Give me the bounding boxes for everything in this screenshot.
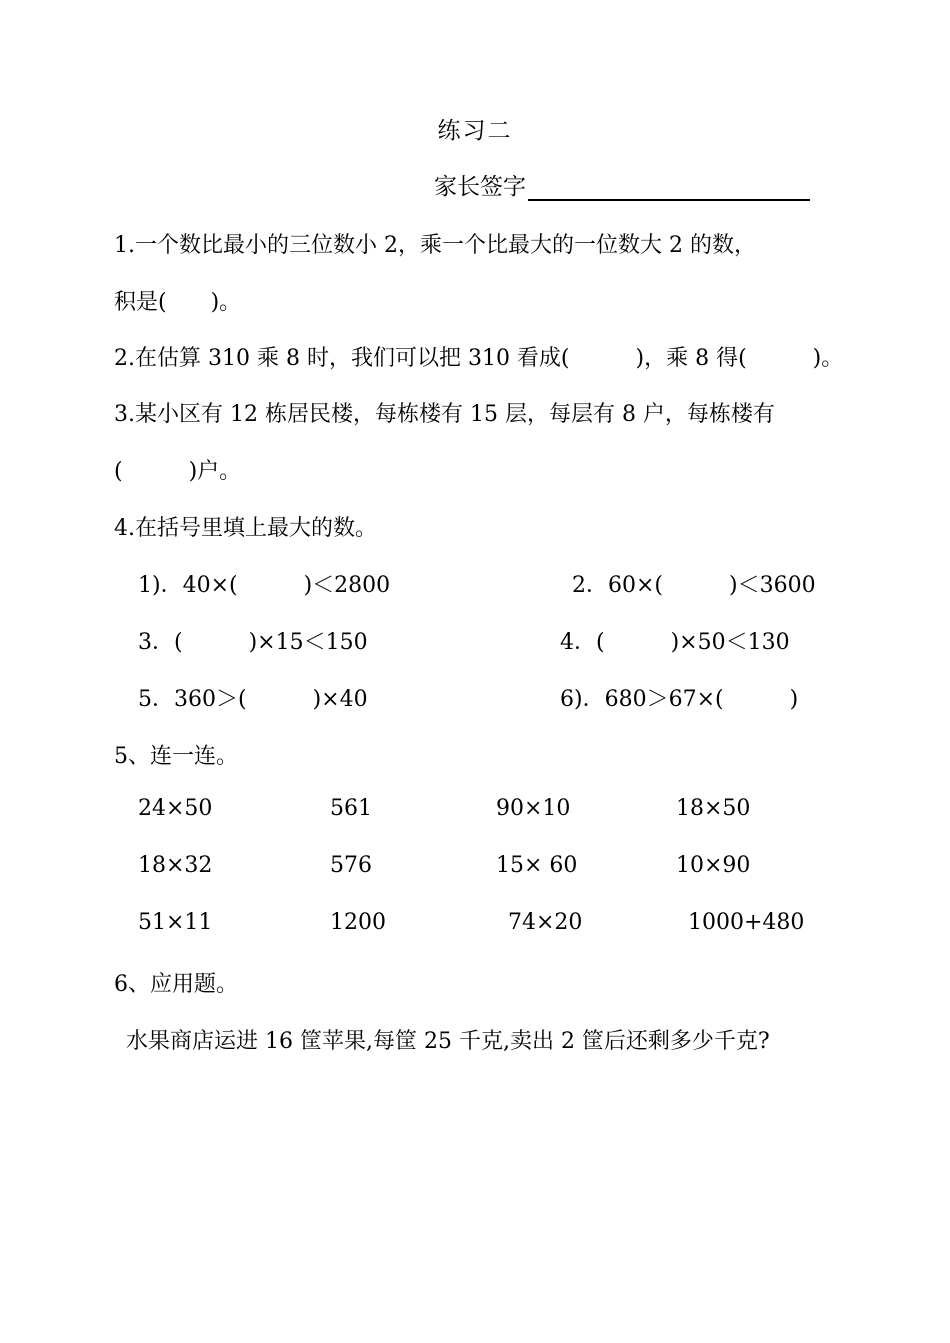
- match-item[interactable]: 90×10: [496, 796, 571, 821]
- signature-blank-line[interactable]: [528, 171, 810, 201]
- match-item[interactable]: 51×11: [138, 910, 213, 935]
- worksheet-title: 练习二: [437, 118, 513, 144]
- question-4-item: 4．( )×50＜130: [560, 630, 790, 655]
- match-item[interactable]: 561: [330, 796, 372, 821]
- question-3-line-2: ( )户。: [114, 459, 242, 484]
- match-item[interactable]: 18×50: [676, 796, 751, 821]
- match-item[interactable]: 1000+480: [688, 910, 805, 935]
- question-4-item: 1)．40×( )＜2800: [138, 573, 391, 598]
- match-item[interactable]: 74×20: [508, 910, 583, 935]
- match-item[interactable]: 576: [330, 853, 372, 878]
- signature-label: 家长签字: [434, 174, 526, 200]
- question-5-heading: 5、连一连。: [114, 744, 238, 769]
- question-4-item: 5．360＞( )×40: [138, 687, 368, 712]
- parent-signature: [434, 168, 810, 201]
- question-4-item: 6)．680＞67×( ): [560, 687, 799, 712]
- question-4-item: 3．( )×15＜150: [138, 630, 368, 655]
- question-1-line-1: 1.一个数比最小的三位数小 2，乘一个比最大的一位数大 2 的数，: [114, 233, 756, 258]
- question-4-heading: 4.在括号里填上最大的数。: [114, 516, 377, 541]
- match-item[interactable]: 18×32: [138, 853, 213, 878]
- question-3-line-1: 3.某小区有 12 栋居民楼，每栋楼有 15 层，每层有 8 户，每栋楼有: [114, 402, 775, 427]
- question-6-problem: 水果商店运进 16 筐苹果,每筐 25 千克,卖出 2 筐后还剩多少千克?: [126, 1029, 770, 1054]
- match-item[interactable]: 24×50: [138, 796, 213, 821]
- question-6-heading: 6、应用题。: [114, 972, 238, 997]
- match-item[interactable]: 15× 60: [496, 853, 578, 878]
- question-1-line-2: 积是( )。: [114, 290, 242, 315]
- question-2: 2.在估算 310 乘 8 时，我们可以把 310 看成( )，乘 8 得( )。: [114, 346, 844, 371]
- question-4-item: 2．60×( )＜3600: [572, 573, 816, 598]
- match-item[interactable]: 10×90: [676, 853, 751, 878]
- match-item[interactable]: 1200: [330, 910, 386, 935]
